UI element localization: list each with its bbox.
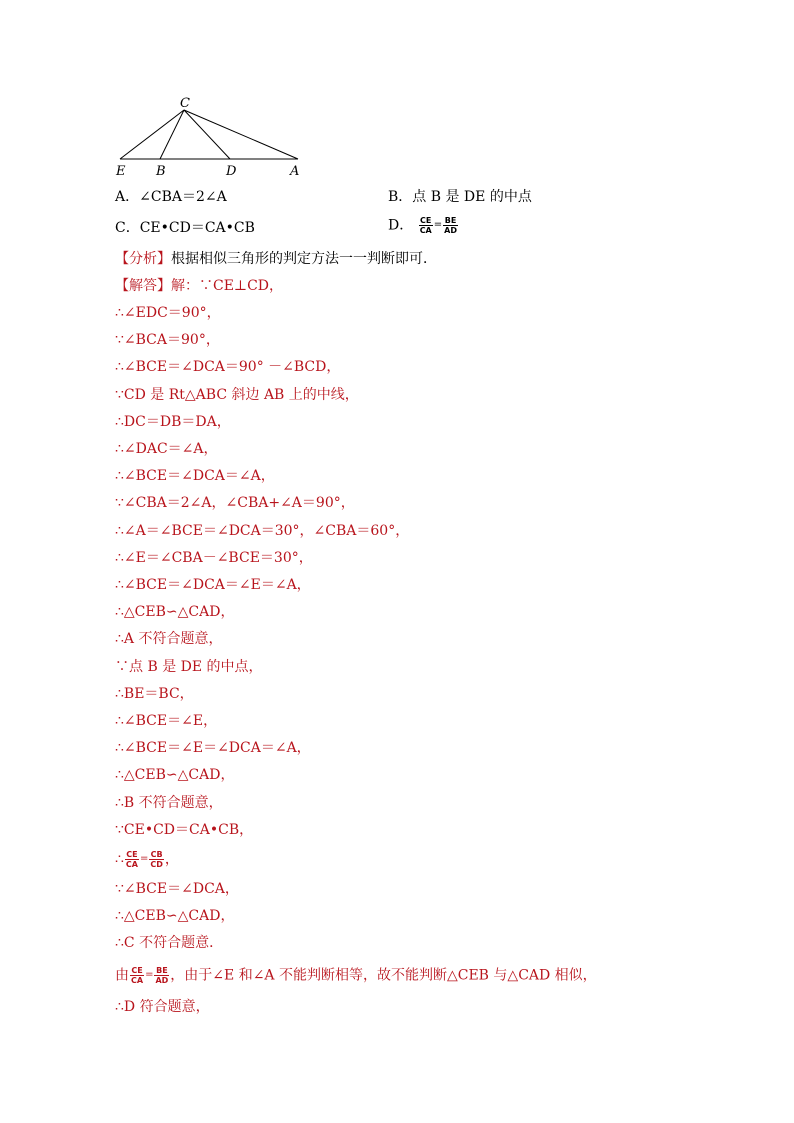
- label-C: C: [180, 96, 190, 111]
- option-b: [388, 188, 532, 206]
- solution-line: ∴∠BCE＝∠DCA＝∠A，: [115, 468, 275, 485]
- label-B: B: [156, 164, 166, 179]
- label-A: A: [290, 164, 300, 179]
- solution-line: ∴A 不符合题意，: [115, 631, 223, 648]
- fraction-line-2: 由 $\frac{CE}{CA}$ = $\frac{BE}{AD}$ ，由于∠E 和∠A 不能判断相等，故不能判断△CEB 与△CAD 相似，: [115, 966, 597, 985]
- solution-line: ∴△CEB∽△CAD，: [115, 908, 235, 924]
- option-d-label: D．: [388, 217, 414, 234]
- solution-line: ∴∠BCE＝∠DCA＝90° －∠BCD，: [115, 359, 341, 376]
- solution-line: ∵CE•CD＝CA•CB，: [115, 821, 254, 838]
- solution-line: ∵∠BCE＝∠DCA，: [115, 881, 239, 897]
- option-a: [115, 188, 227, 206]
- solution-line: ∴∠EDC＝90°，: [115, 305, 221, 321]
- conclusion-line: ∴D 符合题意，: [115, 999, 210, 1015]
- option-c: [115, 219, 255, 237]
- solution-line: ∴B 不符合题意，: [115, 794, 223, 811]
- label-E: E: [116, 164, 126, 179]
- solution-line: ∵∠CBA＝2∠A，∠CBA+∠A＝90°，: [115, 495, 355, 512]
- analysis-line: [115, 250, 437, 268]
- option-b-label: B．: [388, 189, 413, 205]
- solution-line: ∴∠BCE＝∠E，: [115, 713, 218, 729]
- answer-tag: 【解答】: [115, 278, 171, 294]
- solution-line: ∴∠A＝∠BCE＝∠DCA＝30°，∠CBA＝60°，: [115, 522, 410, 539]
- solution-line: ∴△CEB∽△CAD，: [115, 604, 235, 621]
- segment-DC: [184, 110, 230, 159]
- solution-line: ∴DC＝DB＝DA，: [115, 413, 231, 430]
- option-d-equals: =: [433, 219, 443, 231]
- solution-line: ∴∠BCE＝∠DCA＝∠E＝∠A，: [115, 577, 311, 593]
- solution-line: ∴BE＝BC，: [115, 685, 194, 702]
- segment-EC: [120, 110, 184, 159]
- solution-line: ∴∠BCE＝∠E＝∠DCA＝∠A，: [115, 740, 311, 757]
- answer-text: 解：∵CE⊥CD，: [171, 278, 284, 294]
- option-b-text: 点 B 是 DE 的中点: [412, 189, 532, 205]
- option-d-fraction-2: $\frac{BE}{AD}$: [444, 216, 457, 235]
- option-a-label: A．: [115, 189, 140, 205]
- fraction-line-1: ∴ $\frac{CE}{CA}$ = $\frac{CB}{CD}$ ，: [115, 850, 179, 869]
- analysis-tag: 【分析】: [115, 251, 171, 267]
- option-c-label: C．: [115, 220, 140, 236]
- solution-line: ∴∠E＝∠CBA－∠BCE＝30°，: [115, 549, 313, 566]
- solution-line: ∴C 不符合题意．: [115, 935, 224, 951]
- geometry-figure: [112, 92, 322, 182]
- answer-line: [115, 277, 283, 295]
- solution-line: ∴∠DAC＝∠A，: [115, 441, 218, 457]
- segment-BC: [160, 110, 184, 159]
- analysis-text: 根据相似三角形的判定方法一一判断即可．: [171, 251, 437, 267]
- solution-line: ∵CD 是 Rt△ABC 斜边 AB 上的中线，: [115, 386, 359, 403]
- option-c-text: CE•CD＝CA•CB: [139, 220, 255, 236]
- option-a-text: ∠CBA＝2∠A: [139, 189, 227, 205]
- segment-AC: [184, 110, 298, 159]
- label-D: D: [226, 164, 237, 179]
- solution-line: ∵∠BCA＝90°，: [115, 332, 220, 349]
- option-d: [388, 216, 459, 235]
- solution-line: ∵点 B 是 DE 的中点，: [115, 658, 263, 675]
- option-d-fraction-1: $\frac{CE}{CA}$: [419, 216, 432, 235]
- solution-line: ∴△CEB∽△CAD，: [115, 767, 235, 784]
